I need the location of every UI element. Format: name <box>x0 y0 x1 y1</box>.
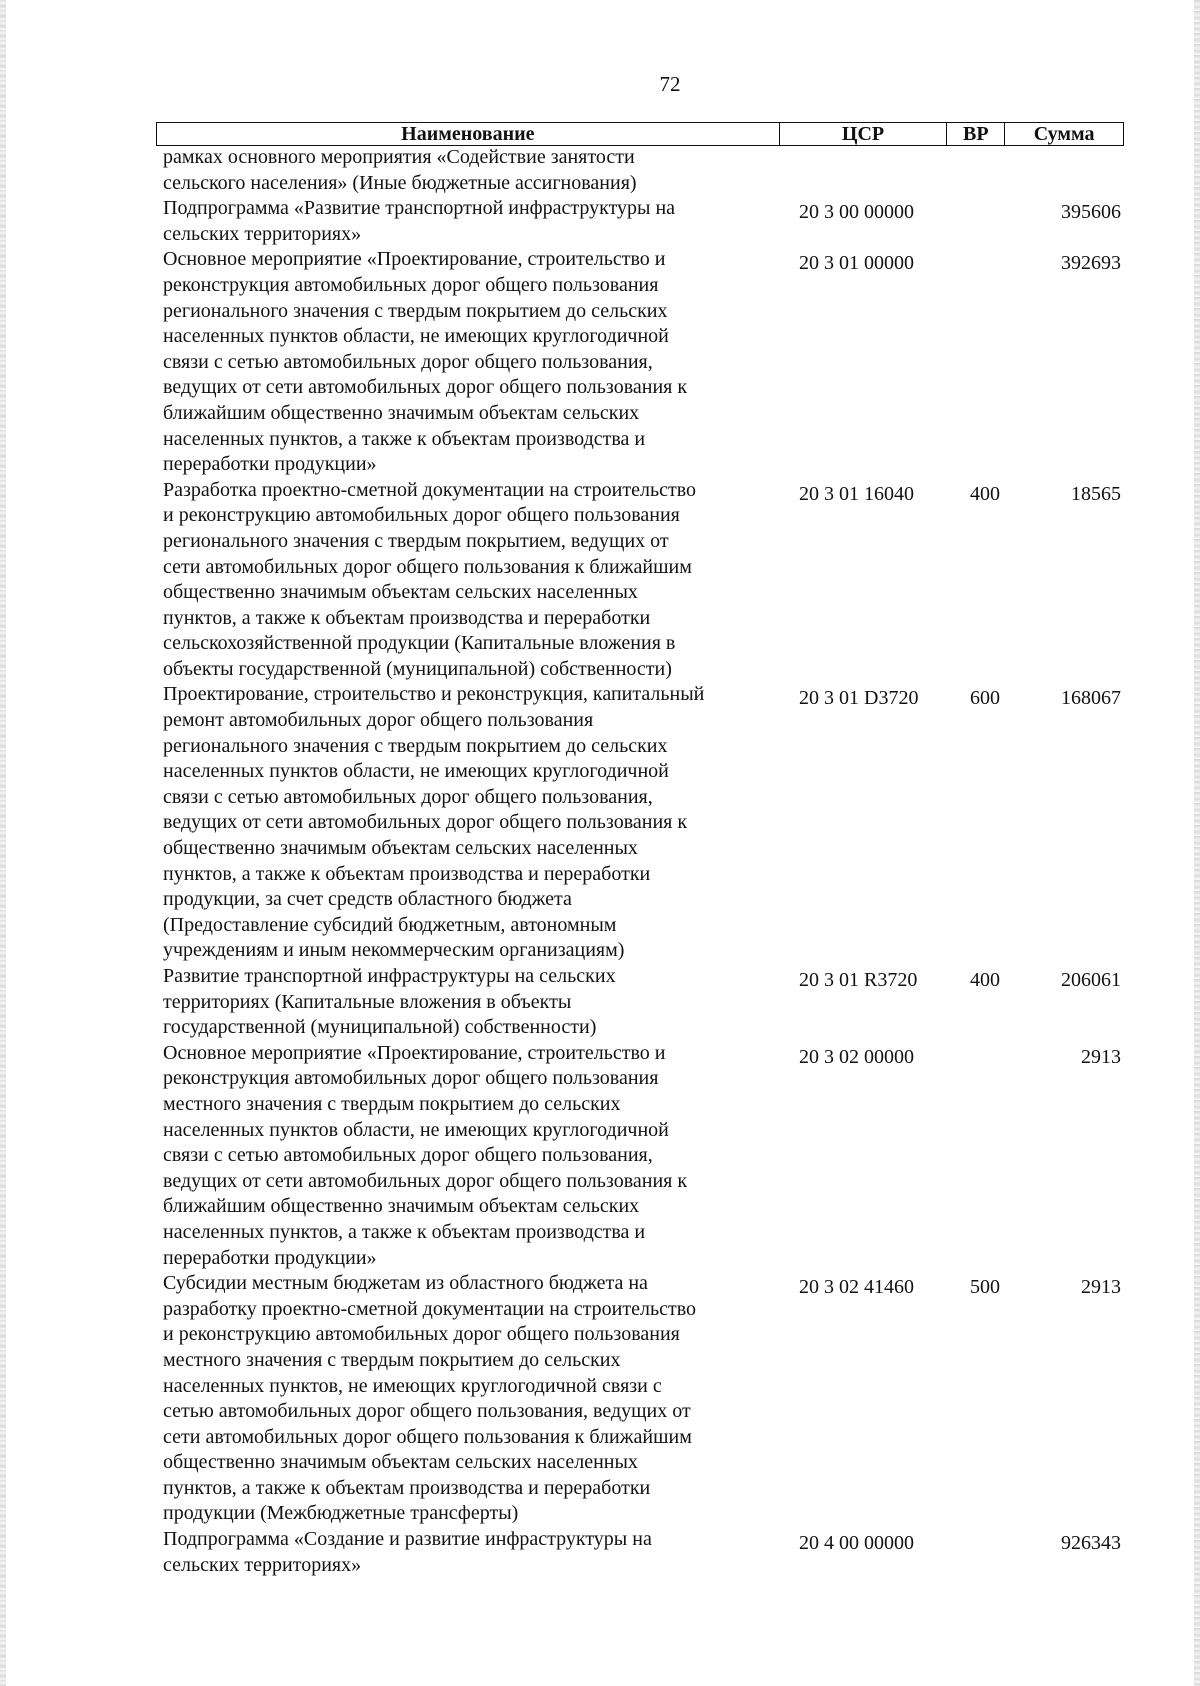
table-row <box>163 247 1123 477</box>
row-sum: 2913 <box>1081 1045 1121 1068</box>
row-vr: 600 <box>970 687 1000 710</box>
row-vr: 400 <box>970 969 1000 991</box>
table-row <box>163 1271 1123 1527</box>
table-row <box>163 682 1123 964</box>
row-csr: 20 3 02 00000 <box>799 1045 914 1068</box>
row-vr: 400 <box>970 482 1000 505</box>
row-name: Развитие транспортной инфраструктуры на сельских территориях (Капитальные вложения в объекты государственной (муниципальной) собственности) <box>163 965 616 1039</box>
row-name: Основное мероприятие «Проектирование, строительство и реконструкция автомобильных дорог общего пользования регионального значения с твердым покрытием до сельских населенных пунктов области, не имеющих круглогодичной связи с сетью автомобильных дорог общего пользования, ведущих от сети автомобильных дорог общего пользования к ближайшим общественно значимым объектам сельских населенных пунктов, а также к объектам производства и переработки продукции» <box>163 248 688 476</box>
page-number: 72 <box>659 72 681 96</box>
scan-edge-right <box>1194 0 1200 1686</box>
row-sum: 18565 <box>1071 482 1121 505</box>
row-name: Субсидии местным бюджетам из областного бюджета на разработку проектно-сметной документации на строительство и реконструкцию автомобильных дорог общего пользования местного значения с твердым покрытием до сельских населенных пунктов, не имеющих круглогодичной связи с сетью автомобильных дорог общего пользования, ведущих от сети автомобильных дорог общего пользования к ближайшим общественно значимым объектам сельских населенных пунктов, а также к объектам производства и переработки продукции (Межбюджетные трансферты) <box>163 1272 697 1525</box>
scan-edge-left <box>0 0 6 1686</box>
row-sum: 926343 <box>1061 1532 1121 1555</box>
row-csr: 20 4 00 00000 <box>799 1532 914 1555</box>
table-row <box>163 964 1123 1041</box>
table-row <box>163 145 1123 196</box>
header-csr: ЦСР <box>780 123 948 145</box>
row-csr: 20 3 01 16040 <box>799 482 914 505</box>
row-vr: 500 <box>970 1276 1000 1299</box>
row-csr: 20 3 00 00000 <box>799 201 914 224</box>
header-vr: ВР <box>947 123 1005 145</box>
row-csr: 20 3 02 41460 <box>799 1276 914 1299</box>
row-name: Подпрограмма «Создание и развитие инфраструктуры на сельских территориях» <box>163 1528 652 1576</box>
row-sum: 392693 <box>1061 252 1121 275</box>
table-row <box>163 196 1123 247</box>
row-sum: 395606 <box>1061 201 1121 224</box>
row-name: рамках основного мероприятия «Содействие занятости сельского населения» (Иные бюджетные ассигнования) <box>163 146 637 194</box>
table-row <box>163 478 1123 683</box>
row-name: Проектирование, строительство и реконструкция, капитальный ремонт автомобильных дорог общего пользования регионального значения с твердым покрытием до сельских населенных пунктов области, не имеющих круглогодичной связи с сетью автомобильных дорог общего пользования, ведущих от сети автомобильных дорог общего пользования к общественно значимым объектам сельских населенных пунктов, а также к объектам производства и переработки продукции, за счет средств областного бюджета (Предоставление субсидий бюджетным, автономным учреждениям и иным некоммерческим организациям) <box>163 683 705 962</box>
row-csr: 20 3 01 R3720 <box>799 969 918 991</box>
row-sum: 206061 <box>1061 969 1121 991</box>
row-name: Разработка проектно-сметной документации на строительство и реконструкцию автомобильных дорог общего пользования регионального значения с твердым покрытием, ведущих от сети автомобильных дорог общего пользования к ближайшим общественно значимым объектам сельских населенных пунктов, а также к объектам производства и переработки сельскохозяйственной продукции (Капитальные вложения в объекты государственной (муниципальной) собственности) <box>163 478 696 680</box>
header-sum: Сумма <box>1033 123 1095 145</box>
row-csr: 20 3 01 00000 <box>799 252 914 275</box>
table-header <box>156 122 1124 146</box>
row-csr: 20 3 01 D3720 <box>799 687 919 710</box>
table-body <box>163 145 1123 1578</box>
table-row <box>163 1041 1123 1271</box>
row-name: Основное мероприятие «Проектирование, строительство и реконструкция автомобильных дорог общего пользования местного значения с твердым покрытием до сельских населенных пунктов области, не имеющих круглогодичной связи с сетью автомобильных дорог общего пользования, ведущих от сети автомобильных дорог общего пользования к ближайшим общественно значимым объектам сельских населенных пунктов, а также к объектам производства и переработки продукции» <box>163 1041 688 1269</box>
table-row <box>163 1527 1123 1578</box>
row-sum: 2913 <box>1081 1276 1121 1299</box>
row-sum: 168067 <box>1061 687 1121 710</box>
header-name: Наименование <box>157 123 780 145</box>
row-name: Подпрограмма «Развитие транспортной инфраструктуры на сельских территориях» <box>163 197 676 245</box>
